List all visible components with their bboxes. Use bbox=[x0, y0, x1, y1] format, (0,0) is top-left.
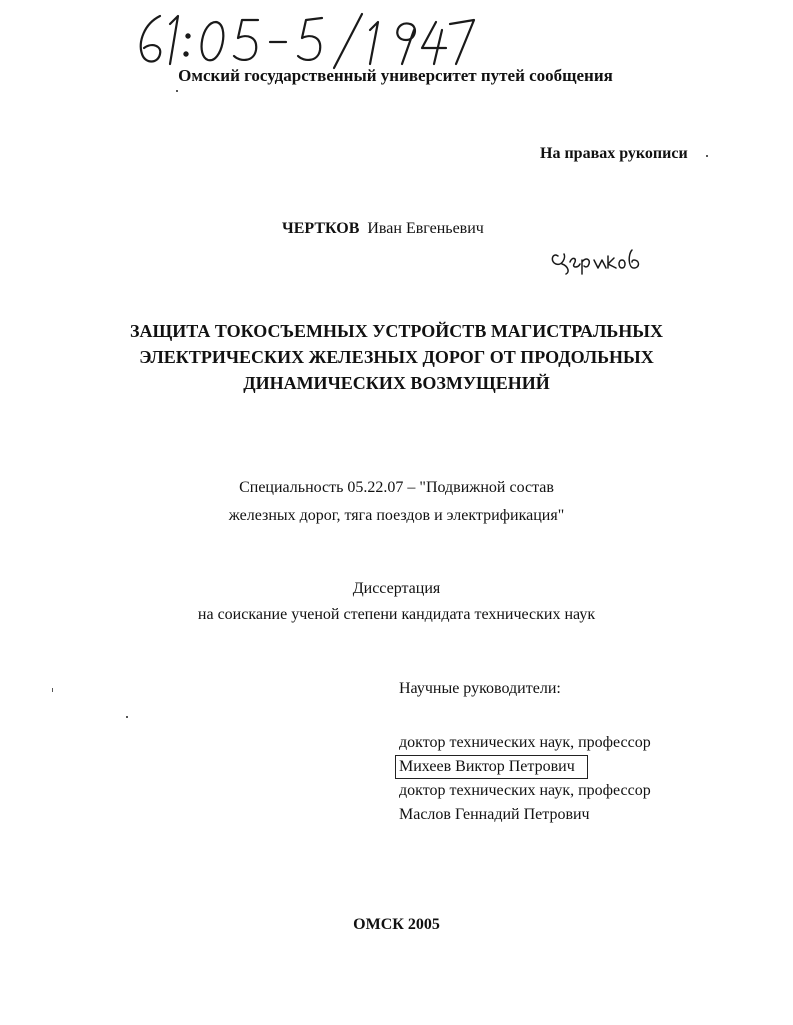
rights-note: На правах рукописи bbox=[540, 145, 688, 162]
dissertation-heading: Диссертация bbox=[352, 580, 441, 597]
handwritten-catalog-number bbox=[130, 8, 480, 70]
title-line: ЭЛЕКТРИЧЕСКИХ ЖЕЛЕЗНЫХ ДОРОГ ОТ ПРОДОЛЬНЫХ bbox=[139, 347, 654, 367]
scan-speck bbox=[706, 155, 708, 157]
title-line: ЗАЩИТА ТОКОСЪЕМНЫХ УСТРОЙСТВ МАГИСТРАЛЬНЫХ bbox=[130, 321, 663, 341]
dissertation-subtitle: на соискание ученой степени кандидата технических наук bbox=[197, 606, 596, 623]
supervisors-block bbox=[399, 677, 651, 827]
scan-speck bbox=[126, 716, 128, 718]
supervisor-name-boxed: Михеев Виктор Петрович bbox=[395, 755, 588, 779]
institution-name: Омский государственный университет путей сообщения bbox=[178, 66, 613, 85]
dissertation-title bbox=[0, 318, 793, 396]
city-year: ОМСК 2005 bbox=[353, 916, 440, 933]
author-name bbox=[282, 220, 484, 238]
title-line: ДИНАМИЧЕСКИХ ВОЗМУЩЕНИЙ bbox=[243, 373, 550, 393]
supervisor-degree: доктор технических наук, профессор bbox=[399, 782, 651, 799]
author-signature bbox=[548, 244, 650, 278]
specialty-line: Специальность 05.22.07 – "Подвижной состав bbox=[239, 479, 554, 496]
supervisors-heading: Научные руководители: bbox=[399, 680, 561, 697]
supervisor-name: Маслов Геннадий Петрович bbox=[399, 806, 590, 823]
supervisor-degree: доктор технических наук, профессор bbox=[399, 734, 651, 751]
author-surname: ЧЕРТКОВ bbox=[282, 220, 360, 237]
specialty-line: железных дорог, тяга поездов и электрификация" bbox=[228, 507, 565, 524]
scan-speck bbox=[52, 688, 53, 692]
scan-speck bbox=[176, 90, 178, 92]
dissertation-degree-block bbox=[0, 576, 793, 628]
author-given-names: Иван Евгеньевич bbox=[367, 220, 484, 237]
specialty-block bbox=[0, 474, 793, 530]
